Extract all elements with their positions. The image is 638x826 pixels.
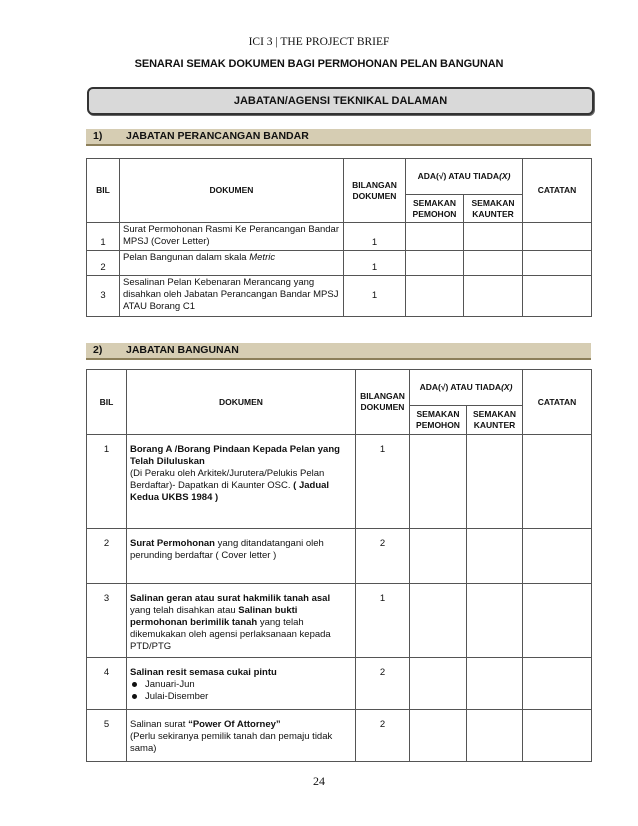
row-dokumen — [127, 529, 356, 584]
cell-catatan[interactable] — [523, 584, 592, 658]
row-dokumen-bold: “Power Of Attorney” — [188, 719, 281, 730]
cell-catatan[interactable] — [523, 251, 592, 276]
table-row — [87, 251, 592, 276]
col-semakan-pemohon: SEMAKAN PEMOHON — [410, 406, 467, 435]
cell-semakan-pemohon[interactable] — [406, 223, 464, 251]
row-dokumen-text: Pelan Bangunan dalam skala — [123, 252, 250, 263]
col-catatan: CATATAN — [523, 370, 592, 435]
row-bilangan: 1 — [344, 251, 406, 276]
row-bilangan: 1 — [356, 584, 410, 658]
cell-semakan-pemohon[interactable] — [410, 529, 467, 584]
col-ada — [410, 370, 523, 406]
cell-semakan-kaunter[interactable] — [467, 529, 523, 584]
row-dokumen — [127, 584, 356, 658]
bullet-text: Julai-Disember — [145, 690, 209, 702]
col-ada-label: ADA(√) ATAU TIADA — [419, 382, 502, 393]
row-bil: 3 — [87, 276, 120, 317]
table-header-row — [87, 159, 592, 195]
row-dokumen-text: (Di Peraku oleh Arkitek/Jurutera/Pelukis Pelan Berdaftar)- Dapatkan di Kaunter OSC. — [130, 467, 325, 491]
cell-catatan[interactable] — [523, 223, 592, 251]
row-bil: 2 — [87, 251, 120, 276]
row-dokumen — [127, 710, 356, 762]
row-dokumen-text: yang ditandatangani oleh perunding berdaftar ( Cover letter ) — [130, 538, 324, 561]
row-dokumen-text: yang telah disahkan atau — [130, 604, 239, 616]
row-bil: 1 — [87, 223, 120, 251]
section-1-table — [86, 158, 592, 317]
section-1-header — [86, 129, 591, 146]
row-bilangan: 2 — [356, 529, 410, 584]
cell-catatan[interactable] — [523, 435, 592, 529]
page-header: ICI 3 | THE PROJECT BRIEF — [248, 36, 390, 48]
cell-catatan[interactable] — [523, 710, 592, 762]
row-bil: 4 — [87, 658, 127, 710]
table-row — [87, 529, 592, 584]
cell-catatan[interactable] — [523, 276, 592, 317]
col-dokumen: DOKUMEN — [120, 159, 344, 223]
cell-catatan[interactable] — [523, 529, 592, 584]
col-dokumen: DOKUMEN — [127, 370, 356, 435]
table-row — [87, 276, 592, 317]
row-dokumen-bold-2: ( Jadual Kedua UKBS 1984 ) — [130, 479, 330, 503]
row-bilangan: 1 — [356, 435, 410, 529]
section-2-number: 2) — [93, 344, 103, 356]
section-2-table — [86, 369, 592, 762]
cell-semakan-kaunter[interactable] — [464, 276, 523, 317]
row-dokumen-bold: Surat Permohonan — [130, 538, 215, 549]
col-ada-label: ADA(√) ATAU TIADA — [417, 171, 500, 182]
row-dokumen-bold: Borang A /Borang Pindaan Kepada Pelan yang Telah Diluluskan — [130, 444, 340, 467]
document-title: SENARAI SEMAK DOKUMEN BAGI PERMOHONAN PELAN BANGUNAN — [134, 58, 504, 70]
row-dokumen-bold: Salinan resit semasa cukai pintu — [130, 667, 277, 678]
table-header-row — [87, 370, 592, 406]
row-dokumen-text-2: yang telah dikemukakan oleh agensi perlaksanaan kepada PTD/PTG — [130, 616, 331, 652]
col-semakan-kaunter: SEMAKAN KAUNTER — [464, 195, 523, 223]
col-catatan: CATATAN — [523, 159, 592, 223]
row-bilangan: 2 — [356, 658, 410, 710]
bullet-text: Januari-Jun — [145, 678, 195, 690]
row-dokumen-bold-2: Salinan bukti permohonan berimilik tanah — [130, 604, 298, 628]
section-1-name: JABATAN PERANCANGAN BANDAR — [126, 130, 309, 142]
cell-semakan-kaunter[interactable] — [464, 223, 523, 251]
cell-semakan-kaunter[interactable] — [467, 435, 523, 529]
page-number: 24 — [313, 774, 325, 788]
row-bilangan: 1 — [344, 223, 406, 251]
col-ada-x: (X) — [501, 382, 513, 393]
bullet-item — [132, 679, 352, 691]
row-dokumen-text: Salinan surat — [130, 719, 189, 730]
row-dokumen-text-2: (Perlu sekiranya pemilik tanah dan pemaju tidak sama) — [130, 730, 333, 754]
section-2-name: JABATAN BANGUNAN — [126, 344, 239, 356]
col-semakan-kaunter: SEMAKAN KAUNTER — [467, 406, 523, 435]
row-dokumen — [127, 435, 356, 529]
cell-semakan-kaunter[interactable] — [467, 658, 523, 710]
row-bil: 5 — [87, 710, 127, 762]
col-ada-x: (X) — [499, 171, 511, 182]
table-row — [87, 584, 592, 658]
row-bilangan: 2 — [356, 710, 410, 762]
row-dokumen — [120, 251, 344, 276]
cell-catatan[interactable] — [523, 658, 592, 710]
cell-semakan-pemohon[interactable] — [406, 251, 464, 276]
cell-semakan-kaunter[interactable] — [464, 251, 523, 276]
cell-semakan-pemohon[interactable] — [406, 276, 464, 317]
col-ada — [406, 159, 523, 195]
col-bil: BIL — [87, 370, 127, 435]
bullet-icon — [132, 694, 137, 699]
cell-semakan-pemohon[interactable] — [410, 435, 467, 529]
table-row — [87, 435, 592, 529]
section-1-number: 1) — [93, 130, 103, 142]
col-bilangan: BILANGAN DOKUMEN — [356, 370, 410, 435]
row-dokumen: Sesalinan Pelan Kebenaran Merancang yang disahkan oleh Jabatan Perancangan Bandar MPSJ ATAU Borang C1 — [120, 276, 344, 317]
row-bilangan: 1 — [344, 276, 406, 317]
agency-label: JABATAN/AGENSI TEKNIKAL DALAMAN — [233, 95, 448, 107]
row-dokumen: Surat Permohonan Rasmi Ke Perancangan Bandar MPSJ (Cover Letter) — [120, 223, 344, 251]
bullet-item — [132, 691, 352, 703]
row-bil: 1 — [87, 435, 127, 529]
table-row — [87, 658, 592, 710]
agency-banner — [87, 87, 594, 115]
cell-semakan-kaunter[interactable] — [467, 584, 523, 658]
cell-semakan-pemohon[interactable] — [410, 658, 467, 710]
cell-semakan-pemohon[interactable] — [410, 584, 467, 658]
row-dokumen-bold: Salinan geran atau surat hakmilik tanah asal — [130, 593, 331, 604]
row-bil: 3 — [87, 584, 127, 658]
bullet-icon — [132, 682, 137, 687]
section-2-header — [86, 343, 591, 360]
cell-semakan-pemohon[interactable] — [410, 710, 467, 762]
col-bil: BIL — [87, 159, 120, 223]
row-dokumen-italic: Metric — [249, 252, 276, 263]
table-row — [87, 223, 592, 251]
col-bilangan: BILANGAN DOKUMEN — [344, 159, 406, 223]
col-semakan-pemohon: SEMAKAN PEMOHON — [406, 195, 464, 223]
row-bil: 2 — [87, 529, 127, 584]
table-row — [87, 710, 592, 762]
cell-semakan-kaunter[interactable] — [467, 710, 523, 762]
row-dokumen — [127, 658, 356, 710]
